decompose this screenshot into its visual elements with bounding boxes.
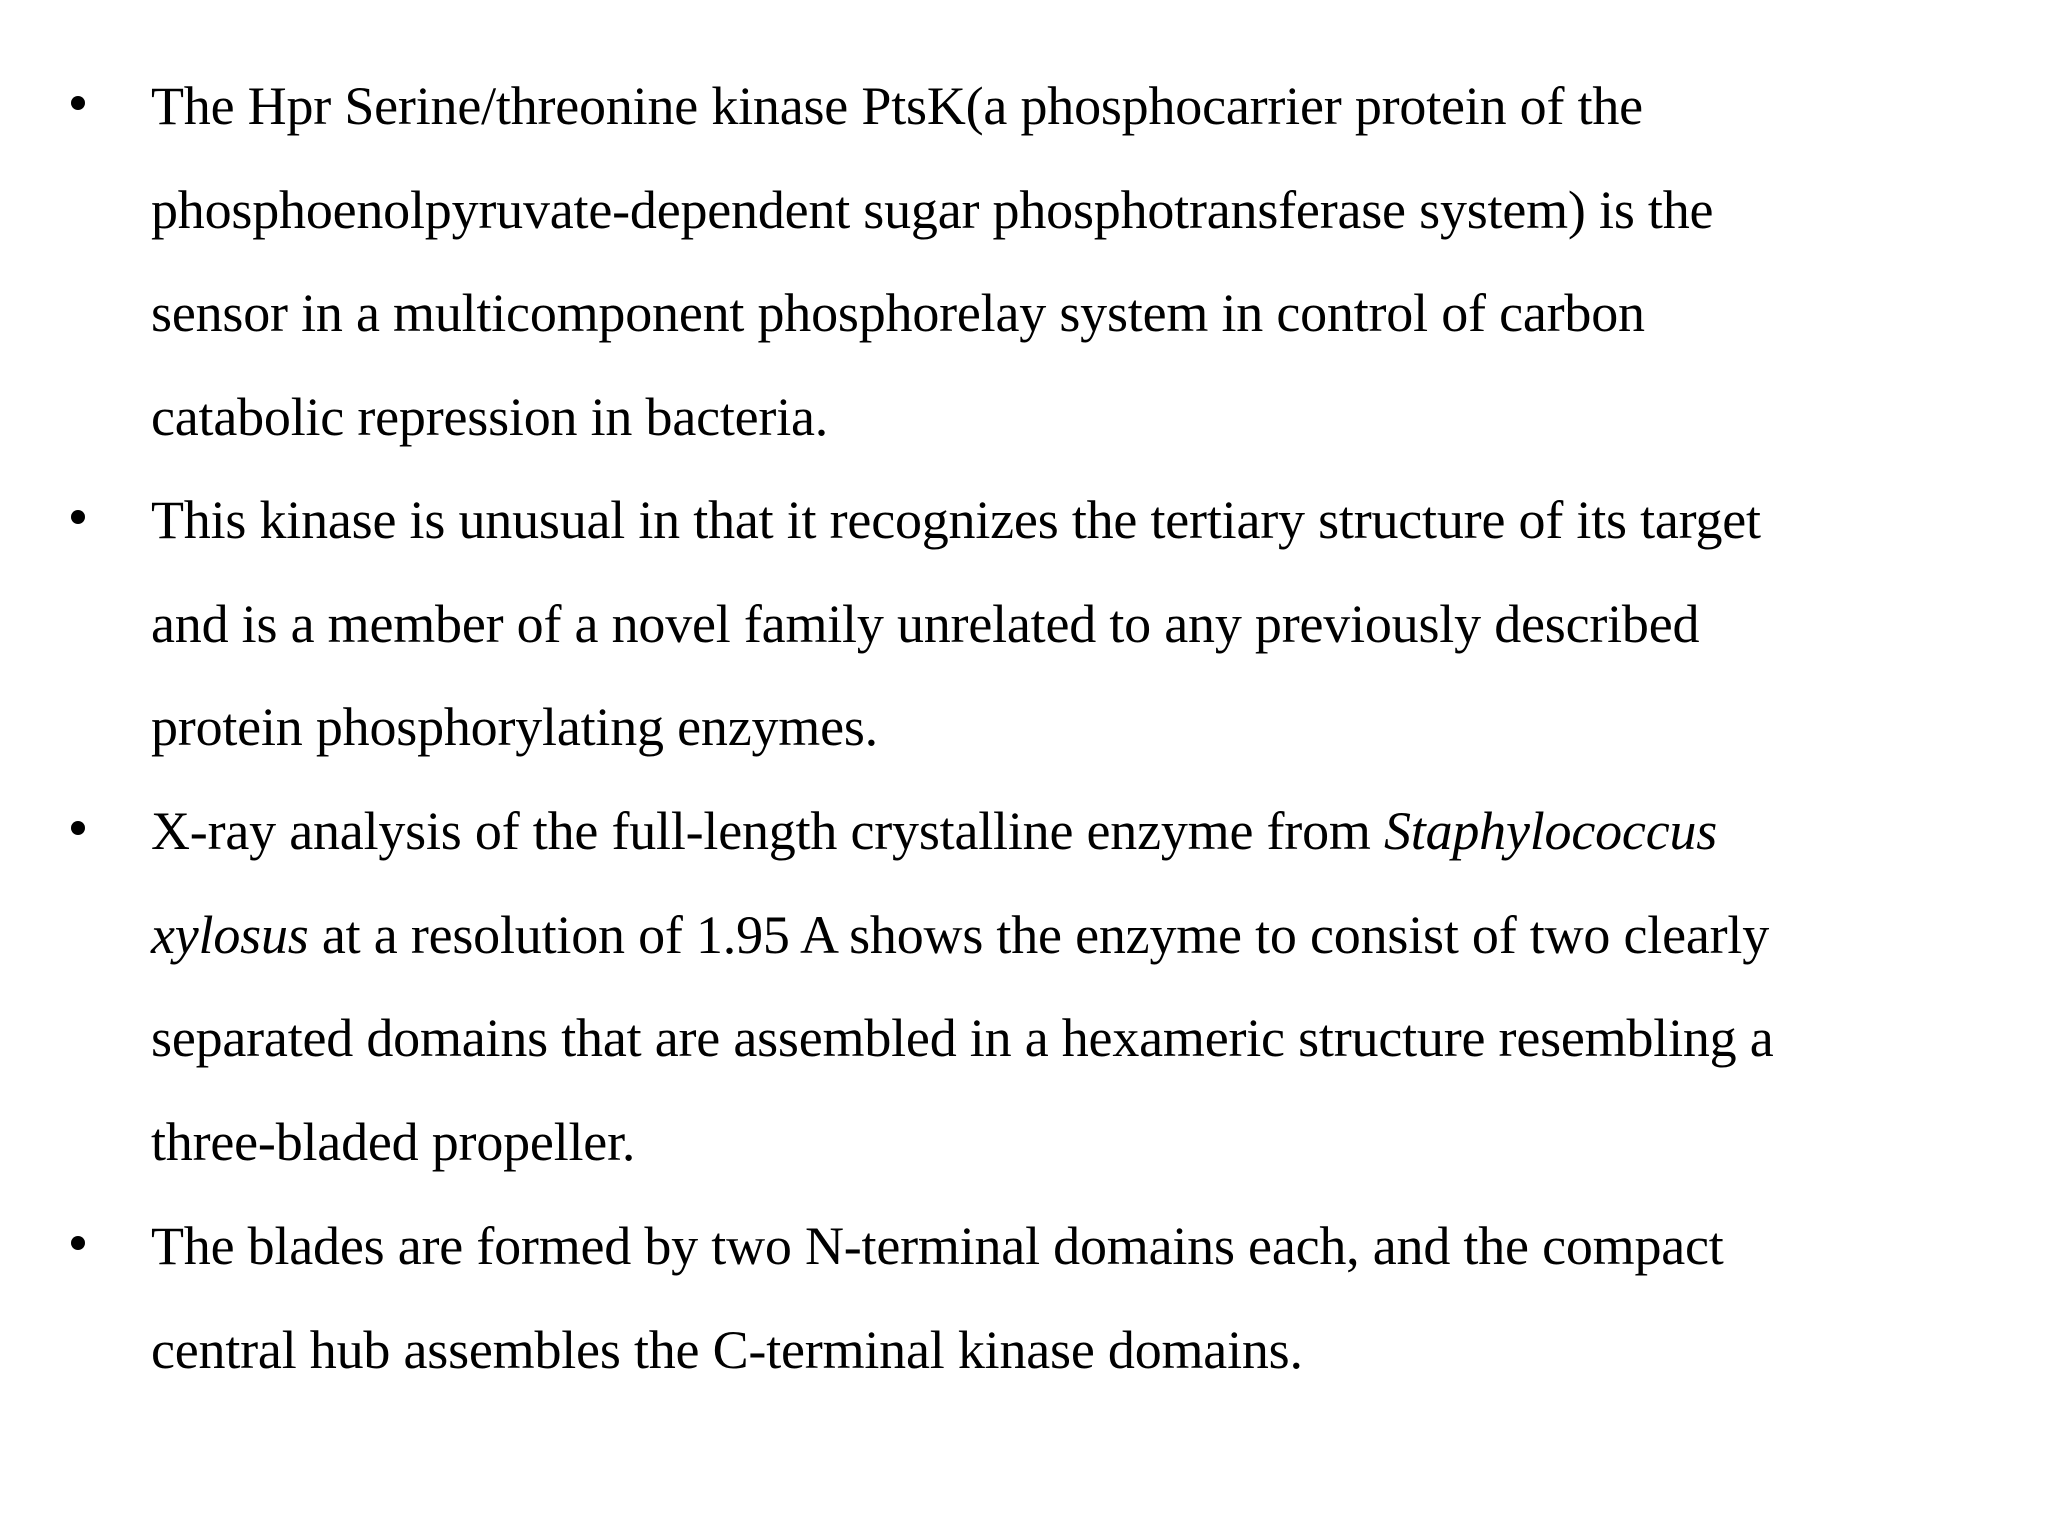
text-segment: at a resolution of 1.95 A shows the enzyme to consist of two clearly [308,905,1769,965]
text-line: The Hpr Serine/threonine kinase PtsK(a phosphocarrier protein of the [151,76,1643,136]
species-name-italic: xylosus [151,905,309,965]
text-line: central hub assembles the C-terminal kinase domains. [151,1320,1303,1380]
text-segment: X-ray analysis of the full-length crystalline enzyme from [151,801,1384,861]
text-line: sensor in a multicomponent phosphorelay system in control of carbon [151,283,1645,343]
text-line: phosphoenolpyruvate-dependent sugar phosphotransferase system) is the [151,180,1714,240]
bullet-dot-icon [71,821,85,835]
bullet-dot-icon [71,510,85,524]
text-line [151,905,1769,965]
species-name-italic: Staphylococcus [1383,801,1718,861]
bullet-dot-icon [71,96,85,110]
text-line: and is a member of a novel family unrelated to any previously described [151,594,1700,654]
text-line [151,801,1717,861]
text-line: protein phosphorylating enzymes. [151,697,878,757]
bullet-dot-icon [71,1236,85,1250]
text-line: This kinase is unusual in that it recognizes the tertiary structure of its target [151,490,1761,550]
text-line: separated domains that are assembled in a hexameric structure resembling a [151,1008,1774,1068]
text-line: The blades are formed by two N-terminal domains each, and the compact [151,1216,1724,1276]
text-line: catabolic repression in bacteria. [151,387,829,447]
text-line: three-bladed propeller. [151,1112,636,1172]
